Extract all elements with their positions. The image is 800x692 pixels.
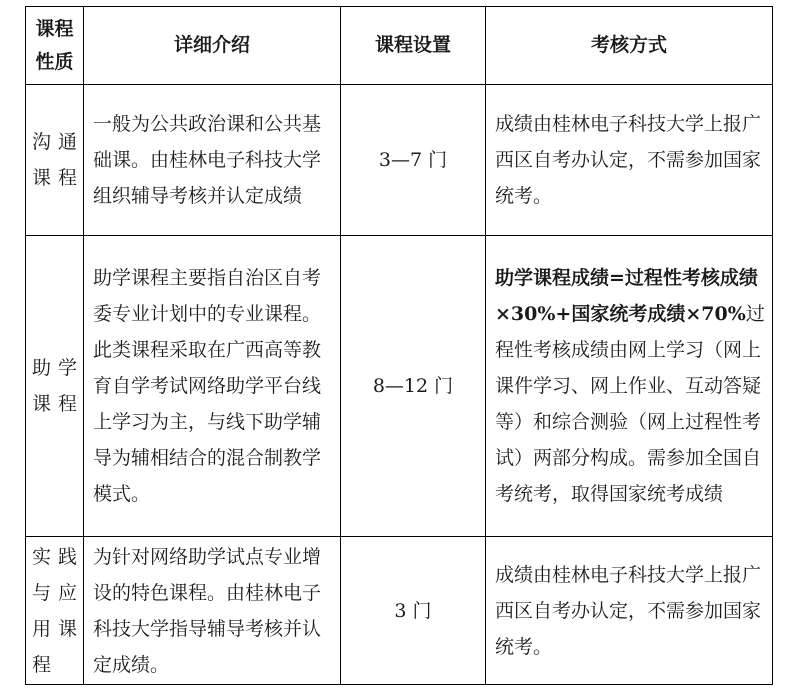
course-type-line: 程	[32, 653, 52, 676]
description-cell: 为针对网络助学试点专业增设的特色课程。由桂林电子科技大学指导辅导考核并认定成绩。	[84, 537, 341, 685]
course-type-cell	[26, 537, 84, 685]
course-type-cell	[26, 236, 84, 537]
setting-cell: 3 门	[341, 537, 486, 685]
description-cell: 助学课程主要指自治区自考委专业计划中的专业课程。此类课程采取在广西高等教育自学考试网络助学平台线上学习为主，与线下助学辅导为辅相结合的混合制教学模式。	[84, 236, 341, 537]
header-course-type-line1: 课程	[35, 17, 74, 40]
course-type-line: 用 课	[32, 617, 77, 640]
assessment-text: 过程性考核成绩由网上学习（网上课件学习、网上作业、互动答疑等）和综合测验（网上过程性考试）两部分构成。需参加全国自考统考，取得国家统考成绩	[495, 303, 765, 505]
course-type-line: 助 学	[32, 357, 77, 379]
course-table-wrapper	[25, 6, 773, 685]
table-row	[26, 85, 773, 236]
description-cell: 一般为公共政治课和公共基础课。由桂林电子科技大学组织辅导考核并认定成绩	[84, 85, 341, 236]
course-type-line: 课程	[32, 393, 77, 415]
setting-cell: 8—12 门	[341, 236, 486, 537]
course-type-line: 沟 通	[32, 131, 77, 153]
assessment-text: 成绩由桂林电子科技大学上报广西区自考办认定，不需参加国家统考。	[495, 563, 762, 658]
table-row	[26, 537, 773, 685]
assessment-formula: 助学课程成绩=过程性考核成绩×30%+国家统考成绩×70%	[495, 267, 758, 325]
header-course-type-line2: 性质	[35, 50, 74, 73]
course-type-line: 与 应	[32, 581, 77, 604]
header-assessment: 考核方式	[486, 7, 773, 85]
assessment-cell	[486, 85, 773, 236]
setting-cell: 3—7 门	[341, 85, 486, 236]
course-type-line: 课程	[32, 167, 77, 189]
course-type-cell	[26, 85, 84, 236]
table-row	[26, 236, 773, 537]
course-type-line: 实 践	[32, 545, 77, 568]
assessment-cell	[486, 537, 773, 685]
course-table	[25, 6, 773, 685]
assessment-text: 成绩由桂林电子科技大学上报广西区自考办认定，不需参加国家统考。	[495, 113, 762, 207]
header-description: 详细介绍	[84, 7, 341, 85]
header-course-type	[26, 7, 84, 85]
assessment-cell	[486, 236, 773, 537]
table-header-row	[26, 7, 773, 85]
header-setting: 课程设置	[341, 7, 486, 85]
